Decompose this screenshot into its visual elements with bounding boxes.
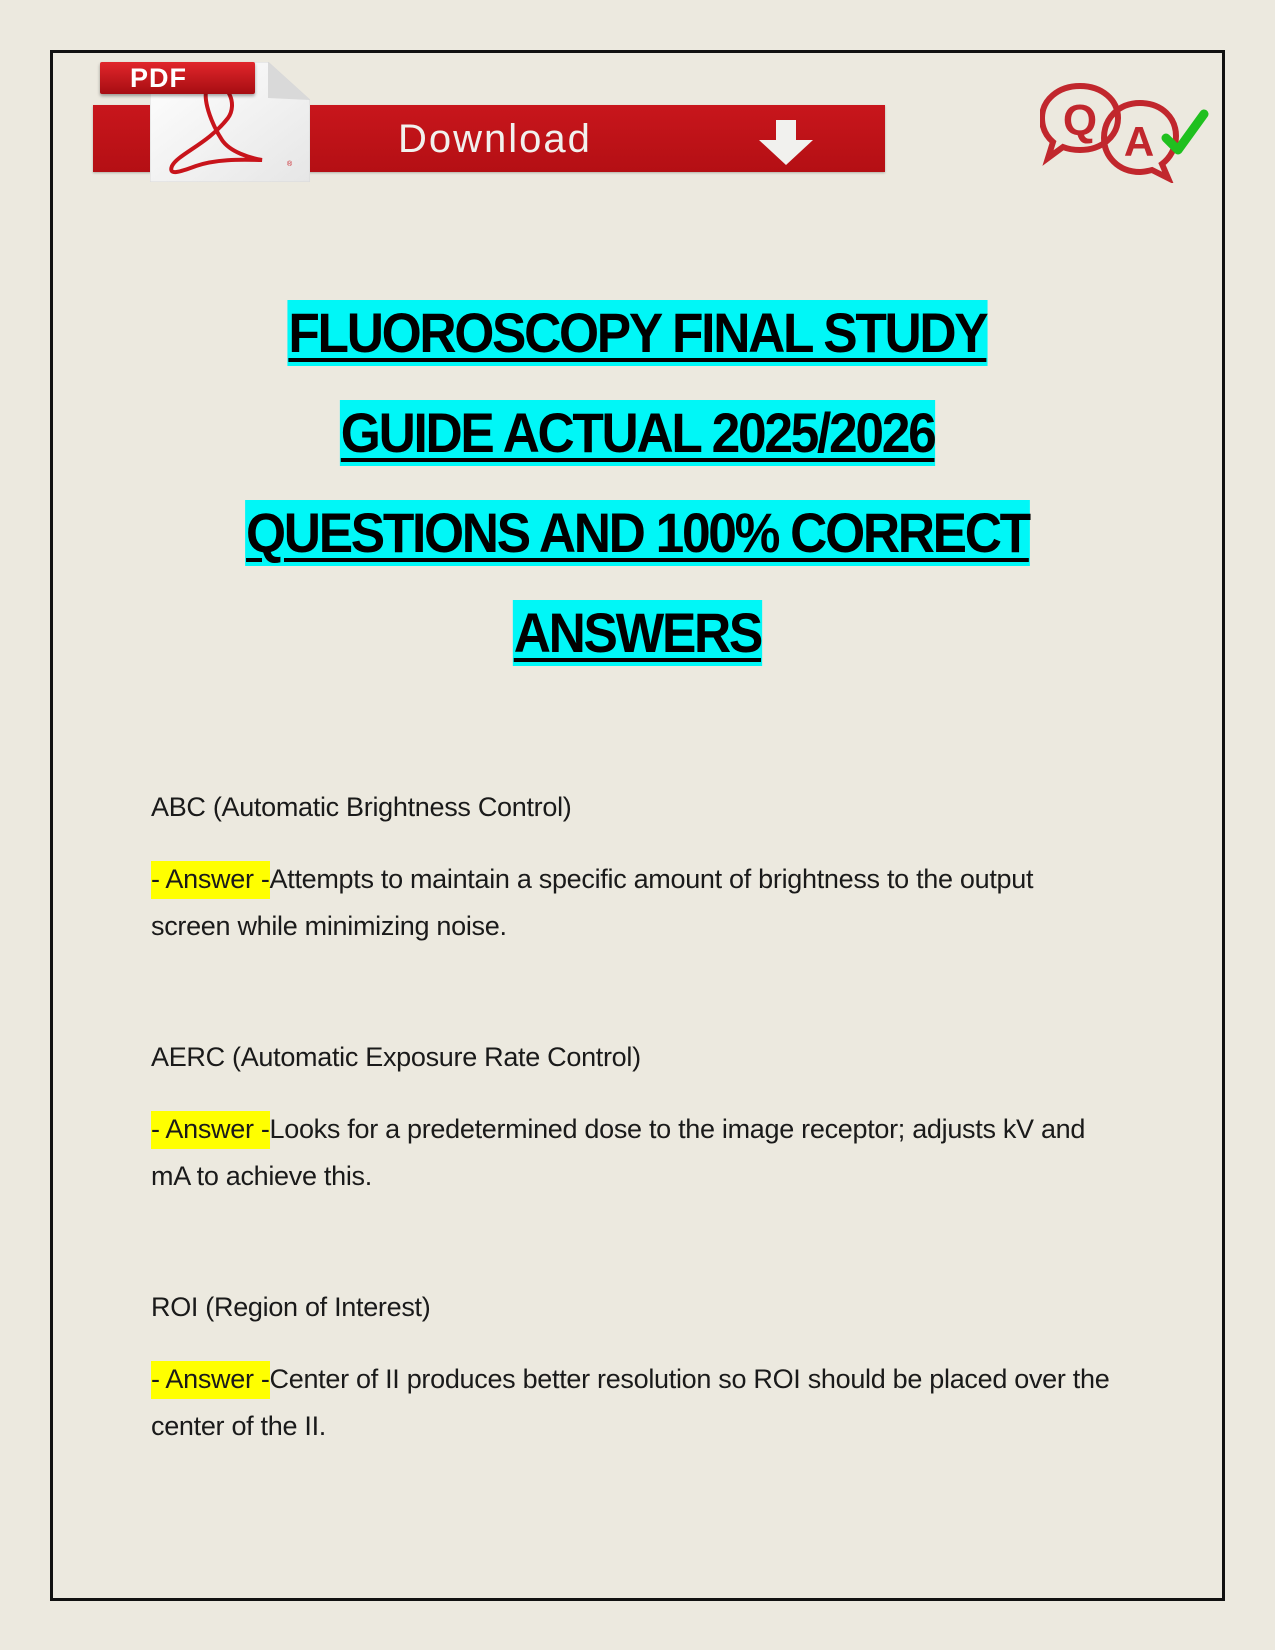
svg-text:Q: Q: [1062, 96, 1098, 145]
question-text: AERC (Automatic Exposure Rate Control): [151, 1042, 641, 1072]
answer-marker: - Answer -: [151, 1361, 270, 1399]
answer-marker: - Answer -: [151, 861, 270, 899]
question-text: ABC (Automatic Brightness Control): [151, 792, 572, 822]
qa-item: [151, 1290, 1111, 1540]
answer-body: Center of II produces better resolution so ROI should be placed over the center of the II.: [151, 1364, 1110, 1441]
answer-body: Looks for a predetermined dose to the image receptor; adjusts kV and mA to achieve this.: [151, 1114, 1086, 1191]
arrow-down-icon: [757, 120, 815, 166]
title-line-1: FLUOROSCOPY FINAL STUDY: [288, 301, 987, 364]
pdf-tab: [100, 62, 255, 94]
answer-text: [151, 1356, 1111, 1450]
title-line-4: ANSWERS: [513, 601, 762, 664]
answer-text: [151, 856, 1111, 950]
svg-text:A: A: [1123, 118, 1155, 165]
qa-item: [151, 790, 1111, 1040]
answer-body: Attempts to maintain a specific amount of brightness to the output screen while minimizing noise.: [151, 864, 1034, 941]
answer-text: [151, 1106, 1111, 1200]
pdf-download-banner[interactable]: [93, 60, 885, 185]
qa-logo-icon: [1040, 78, 1210, 183]
svg-text:®: ®: [287, 161, 293, 168]
answer-marker: - Answer -: [151, 1111, 270, 1149]
pdf-label: PDF: [130, 63, 187, 93]
qa-item: [151, 1040, 1111, 1290]
title-line-3: QUESTIONS AND 100% CORRECT: [246, 501, 1029, 564]
document-title: [50, 300, 1225, 700]
qa-list: [151, 790, 1111, 1540]
question-text: ROI (Region of Interest): [151, 1292, 431, 1322]
title-line-2: GUIDE ACTUAL 2025/2026: [340, 401, 935, 464]
download-label: Download: [398, 117, 592, 161]
